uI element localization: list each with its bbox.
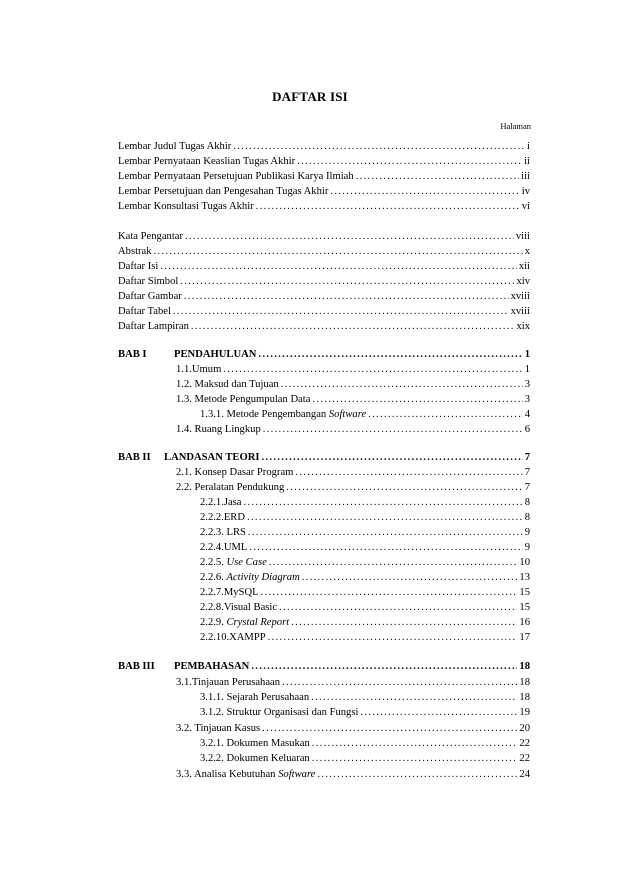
toc-entry[interactable]: 2.2.3. LRS ..... 9 [200,526,530,540]
toc-entry[interactable]: 2.2.5. Use Case ..... 10 [200,556,530,570]
toc-entry[interactable]: 1.1.Umum ..... 1 [176,363,530,377]
chapter-heading[interactable]: LANDASAN TEORI ..... 7 [164,451,530,465]
toc-entry[interactable]: 2.2.2.ERD ..... 8 [200,511,530,525]
toc-entry[interactable]: 1.3.1. Metode Pengembangan Software ..... 4 [200,408,530,422]
toc-entry[interactable]: Lembar Pernyataan Keaslian Tugas Akhir ..... ii [118,155,530,169]
toc-entry[interactable]: Daftar Lampiran ..... xix [118,320,530,334]
chapter-number: BAB III [118,661,155,672]
toc-entry[interactable]: 3.2. Tinjauan Kasus ..... 20 [176,722,530,736]
toc-entry[interactable]: Lembar Konsultasi Tugas Akhir ..... vi [118,200,530,214]
toc-entry[interactable]: Lembar Judul Tugas Akhir ..... i [118,140,530,154]
toc-entry[interactable]: Kata Pengantar ..... viii [118,230,530,244]
toc-entry[interactable]: Daftar Gambar ..... xviii [118,290,530,304]
toc-entry[interactable]: Daftar Isi ..... xii [118,260,530,274]
toc-entry[interactable]: 2.1. Konsep Dasar Program ..... 7 [176,466,530,480]
toc-entry[interactable]: 1.4. Ruang Lingkup ..... 6 [176,423,530,437]
toc-entry[interactable]: Daftar Simbol ..... xiv [118,275,530,289]
toc-entry[interactable]: Abstrak ..... x [118,245,530,259]
toc-entry[interactable]: 2.2.1.Jasa ..... 8 [200,496,530,510]
toc-entry[interactable]: 2.2. Peralatan Pendukung ..... 7 [176,481,530,495]
toc-entry[interactable]: 3.1.2. Struktur Organisasi dan Fungsi ..... 19 [200,706,530,720]
toc-entry[interactable]: 1.3. Metode Pengumpulan Data ..... 3 [176,393,530,407]
toc-entry[interactable]: 3.2.2. Dokumen Keluaran ..... 22 [200,752,530,766]
chapter-number: BAB I [118,349,147,360]
toc-entry[interactable]: 2.2.6. Activity Diagram ..... 13 [200,571,530,585]
toc-entry[interactable]: 3.3. Analisa Kebutuhan Software ..... 24 [176,768,530,782]
toc-entry[interactable]: 2.2.4.UML ..... 9 [200,541,530,555]
toc-entry[interactable]: 2.2.7.MySQL ..... 15 [200,586,530,600]
toc-entry[interactable]: 2.2.8.Visual Basic ..... 15 [200,601,530,615]
chapter-heading[interactable]: PENDAHULUAN ..... 1 [174,348,530,362]
toc-entry[interactable]: Lembar Pernyataan Persetujuan Publikasi Karya Ilmiah ..... iii [118,170,530,184]
toc-entry[interactable]: Daftar Tabel ..... xviii [118,305,530,319]
toc-entry[interactable]: 2.2.10.XAMPP ..... 17 [200,631,530,645]
toc-entry[interactable]: 3.1.Tinjauan Perusahaan ..... 18 [176,676,530,690]
toc-entry[interactable]: 1.2. Maksud dan Tujuan ..... 3 [176,378,530,392]
halaman-label: Halaman [500,121,531,131]
toc-entry[interactable]: 3.2.1. Dokumen Masukan ..... 22 [200,737,530,751]
page-title: DAFTAR ISI [272,89,348,104]
toc-entry[interactable]: Lembar Persetujuan dan Pengesahan Tugas Akhir ..... iv [118,185,530,199]
toc-entry[interactable]: 2.2.9. Crystal Report ..... 16 [200,616,530,630]
chapter-number: BAB II [118,452,151,463]
toc-entry[interactable]: 3.1.1. Sejarah Perusahaan ..... 18 [200,691,530,705]
chapter-heading[interactable]: PEMBAHASAN ..... 18 [174,660,530,674]
